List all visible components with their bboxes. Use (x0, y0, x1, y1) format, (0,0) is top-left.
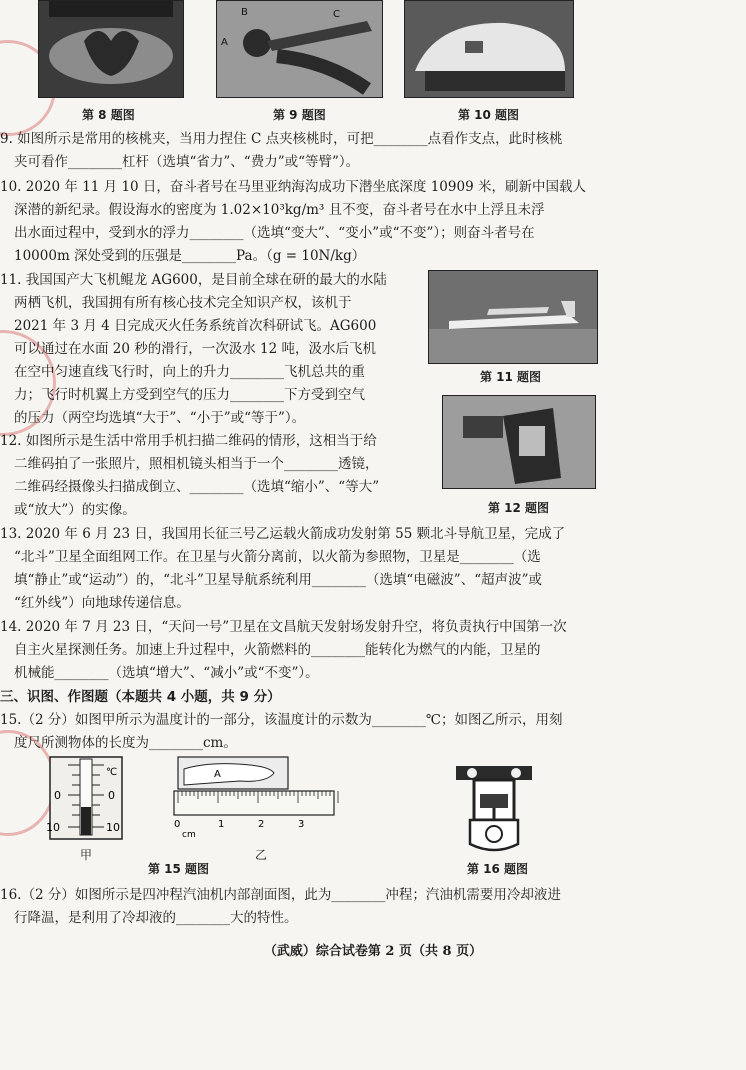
text-line-19: “北斗”卫星全面组网工作。在卫星与火箭分离前，以火箭为参照物，卫星是________（选 (14, 549, 541, 565)
fig9-nutcracker-image (217, 1, 382, 97)
text-line-6: 10000m 深处受到的压强是________Pa。（g = 10N/kg） (14, 248, 366, 264)
fig9-label-a: A (221, 37, 228, 48)
ruler-tick-3: 3 (298, 819, 305, 830)
fig16-caption: 第 16 题图 (467, 862, 529, 876)
text-line-16: 二维码经摄像头扫描成倒立、________（选填“缩小”、“等大” (14, 479, 380, 495)
text-line-20: 填“静止”或“运动”）的，“北斗”卫星导航系统利用________（选填“电磁波”、“超声波”或 (14, 572, 543, 588)
thermo-unit: ℃ (106, 767, 118, 778)
fig9-photo (216, 0, 383, 98)
fig8-caption: 第 8 题图 (82, 108, 135, 122)
thermo-label-0-right: 0 (108, 789, 115, 802)
text-line-23: 自主火星探测任务。加速上升过程中，火箭燃料的________能转化为燃气的内能，卫星的 (14, 642, 541, 658)
fig12-caption: 第 12 题图 (488, 501, 550, 515)
text-line-13: 的压力（两空均选填“大于”、“小于”或“等于”）。 (14, 410, 306, 426)
text-line-18: 13. 2020 年 6 月 23 日，我国用长征三号乙运载火箭成功发射第 55 颗北斗导航卫星，完成了 (0, 526, 566, 542)
ruler-object-label: A (214, 769, 221, 780)
text-line-3: 10. 2020 年 11 月 10 日，奋斗者号在马里亚纳海沟成功下潜坐底深度 10909 米，刷新中国载人 (0, 179, 586, 195)
text-line-9: 2021 年 3 月 4 日完成灭火任务系统首次科研试飞。AG600 (14, 318, 377, 334)
text-line-10: 可以通过在水面 20 秒的滑行，一次汲水 12 吨，汲水后飞机 (14, 341, 377, 357)
text-line-14: 12. 如图所示是生活中常用手机扫描二维码的情形，这相当于给 (0, 433, 377, 449)
fig11-photo (428, 270, 598, 364)
text-line-5: 出水面过程中，受到水的浮力________（选填“变大”、“变小”或“不变”）；则奋斗者号在 (14, 225, 535, 241)
thermo-label-10-right: 10 (106, 821, 120, 834)
text-line-26: 15.（2 分）如图甲所示为温度计的一部分，该温度计的示数为________℃；如图乙所示，用刻 (0, 712, 563, 728)
fig15-caption: 第 15 题图 (148, 862, 210, 876)
fig10-caption: 第 10 题图 (458, 108, 520, 122)
thermo-label-0-left: 0 (54, 789, 61, 802)
text-line-22: 14. 2020 年 7 月 23 日，“天问一号”卫星在文昌航天发射场发射升空，将负责执行中国第一次 (0, 619, 567, 635)
ruler-tick-1: 1 (218, 819, 225, 830)
fig9-caption: 第 9 题图 (273, 108, 326, 122)
fig10-photo (404, 0, 574, 98)
fig16-engine-diagram (454, 764, 534, 854)
fig11-seaplane-image (429, 271, 597, 363)
fig15-ruler (170, 755, 340, 845)
fig8-nut-image (39, 1, 183, 97)
text-line-21: “红外线”）向地球传递信息。 (14, 595, 190, 611)
section-three-heading: 三、识图、作图题（本题共 4 小题，共 9 分） (0, 689, 281, 705)
text-line-17: 或“放大”）的实像。 (14, 502, 136, 518)
text-line-1: 9. 如图所示是常用的核桃夹，当用力捏住 C 点夹核桃时，可把________点看作支点，此时核桃 (0, 131, 563, 147)
fig8-photo (38, 0, 184, 98)
text-line-4: 深潜的新纪录。假设海水的密度为 1.02×10³kg/m³ 且不变，奋斗者号在水中上浮且未浮 (14, 202, 545, 218)
fig9-label-b: B (241, 7, 248, 18)
fig11-caption: 第 11 题图 (480, 370, 542, 384)
text-line-8: 两栖飞机，我国拥有所有核心技术完全知识产权，该机于 (14, 295, 352, 311)
text-line-15: 二维码拍了一张照片，照相机镜头相当于一个________透镜， (14, 456, 379, 472)
fig12-photo (442, 395, 596, 489)
text-line-27: 度尺所测物体的长度为________cm。 (14, 735, 237, 751)
text-line-11: 在空中匀速直线飞行时，向上的升力________飞机总共的重 (14, 364, 365, 380)
page-footer: （武威）综合试卷第 2 页（共 8 页） (263, 944, 483, 959)
thermo-label-10-left: 10 (46, 821, 60, 834)
text-line-24: 机械能________（选填“增大”、“减小”或“不变”）。 (14, 665, 319, 681)
text-line-28: 16.（2 分）如图所示是四冲程汽油机内部剖面图，此为________冲程；汽油机需要用冷却液进 (0, 887, 561, 903)
text-line-2: 夹可看作________杠杆（选填“省力”、“费力”或“等臂”）。 (14, 154, 360, 170)
ruler-sublabel: 乙 (255, 848, 268, 862)
fig12-qr-scan-image (443, 396, 595, 488)
ruler-tick-cm: cm (182, 830, 196, 840)
text-line-7: 11. 我国国产大飞机鲲龙 AG600，是目前全球在研的最大的水陆 (0, 272, 387, 288)
fig9-label-c: C (333, 9, 340, 20)
ruler-tick-0: 0 (174, 819, 181, 830)
text-line-12: 力；飞行时机翼上方受到空气的压力________下方受到空气 (14, 387, 365, 403)
thermo-sublabel: 甲 (80, 848, 93, 862)
fig15-thermometer (38, 755, 138, 845)
ruler-tick-2: 2 (258, 819, 265, 830)
text-line-29: 行降温，是利用了冷却液的________大的特性。 (14, 910, 298, 926)
fig10-submersible-image (405, 1, 573, 97)
